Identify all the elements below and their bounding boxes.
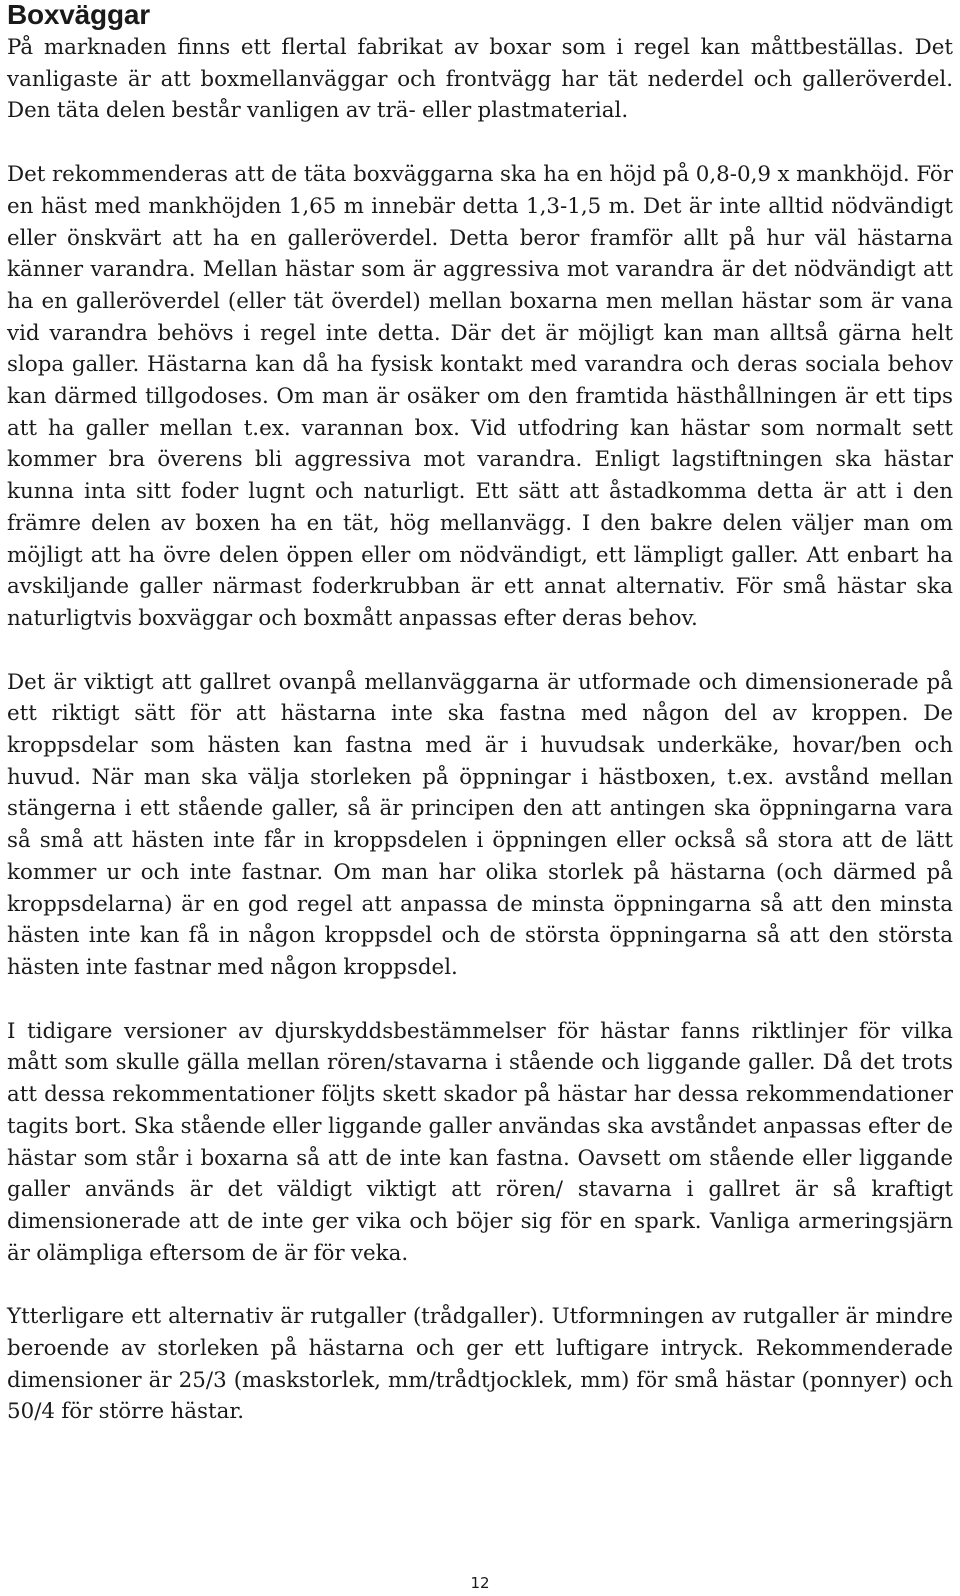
- paragraph-mesh-alternative: Ytterligare ett alternativ är rutgaller (trådgaller). Utformningen av rutgaller är mindre beroende av storleken på hästarna och ger ett luftigare intryck. Rekommenderade dimensioner är 25/3 (maskstorlek, mm/trådtjocklek, mm) för små hästar (ponnyer) och 50/4 för större hästar.: [7, 1304, 953, 1425]
- paragraph-wall-height: Det rekommenderas att de täta boxväggarna ska ha en höjd på 0,8-0,9 x mankhöjd. För en häst med mankhöjden 1,65 m innebär detta 1,3-1,5 m. Det är inte alltid nödvändigt eller önskvärt att ha en galleröverdel. Detta beror framför allt på hur väl hästarna känner varandra. Mellan hästar som är aggressiva mot varandra är det nödvändigt att ha en galleröverdel (eller tät överdel) mellan boxarna men mellan hästar som är vana vid varandra behövs i regel inte detta. Där det är möjligt kan man alltså gärna helt slopa galler. Hästarna kan då ha fysisk kontakt med varandra och deras sociala behov kan därmed tillgodoses. Om man är osäker om den framtida hästhållningen är ett tips att ha galler mellan t.ex. varannan box. Vid utfodring kan hästar som normalt sett kommer bra överens bli aggressiva mot varandra. Enligt lagstiftningen ska hästar kunna inta sitt foder lugnt och naturligt. Ett sätt att åstadkomma detta är att i den främre delen av boxen ha en tät, hög mellanvägg. I den bakre delen väljer man om möjligt att ha övre delen öppen eller om nödvändigt, ett lämpligt galler. Att enbart ha avskiljande galler närmast foderkrubban är ett annat alternativ. För små hästar ska naturligtvis boxväggar och boxmått anpassas efter deras behov.: [7, 162, 953, 631]
- paragraph-grille-dimensions: Det är viktigt att gallret ovanpå mellanväggarna är utformade och dimensionerade på ett riktigt sätt för att hästarna inte ska fastna med någon del av kroppen. De kroppsdelar som hästen kan fastna med är i huvudsak underkäke, hovar/ben och huvud. När man ska välja storleken på öppningar i hästboxen, t.ex. avstånd mellan stängerna i ett stående galler, så är principen den att antingen ska öppningarna vara så små att hästen inte får in kroppsdelen i öppningen eller också så stora att de lätt kommer ur och inte fastnar. Om man har olika storlek på hästarna (och därmed på kroppsdelarna) är en god regel att anpassa de minsta öppningarna så att den minsta hästen inte kan få in någon kroppsdel och de största öppningarna så att den största hästen inte fastnar med någon kroppsdel.: [7, 669, 953, 980]
- paragraph-earlier-guidelines: I tidigare versioner av djurskyddsbestämmelser för hästar fanns riktlinjer för vilka mått som skulle gälla mellan rören/stavarna i stående och liggande galler. Då det trots att dessa rekommentationer följts skett skador på hästar har dessa rekommendationer tagits bort. Ska stående eller liggande galler användas ska avståndet anpassas efter de hästar som står i boxarna så att de inte kan fastna. Oavsett om stående eller liggande galler används är det väldigt viktigt att rören/ stavarna i gallret är så kraftigt dimensionerade att de inte ger vika och böjer sig för en spark. Vanliga armeringsjärn är olämpliga eftersom de är för veka.: [7, 1018, 953, 1266]
- paragraph-market-overview: På marknaden finns ett flertal fabrikat av boxar som i regel kan måttbeställas. Det vanligaste är att boxmellanväggar och frontvägg har tät nederdel och galleröverdel. Den täta delen består vanligen av trä- eller plastmaterial.: [7, 35, 953, 124]
- document-page: [7, 0, 953, 1596]
- page-number: 12: [470, 1574, 490, 1592]
- section-heading: Boxväggar: [7, 0, 150, 30]
